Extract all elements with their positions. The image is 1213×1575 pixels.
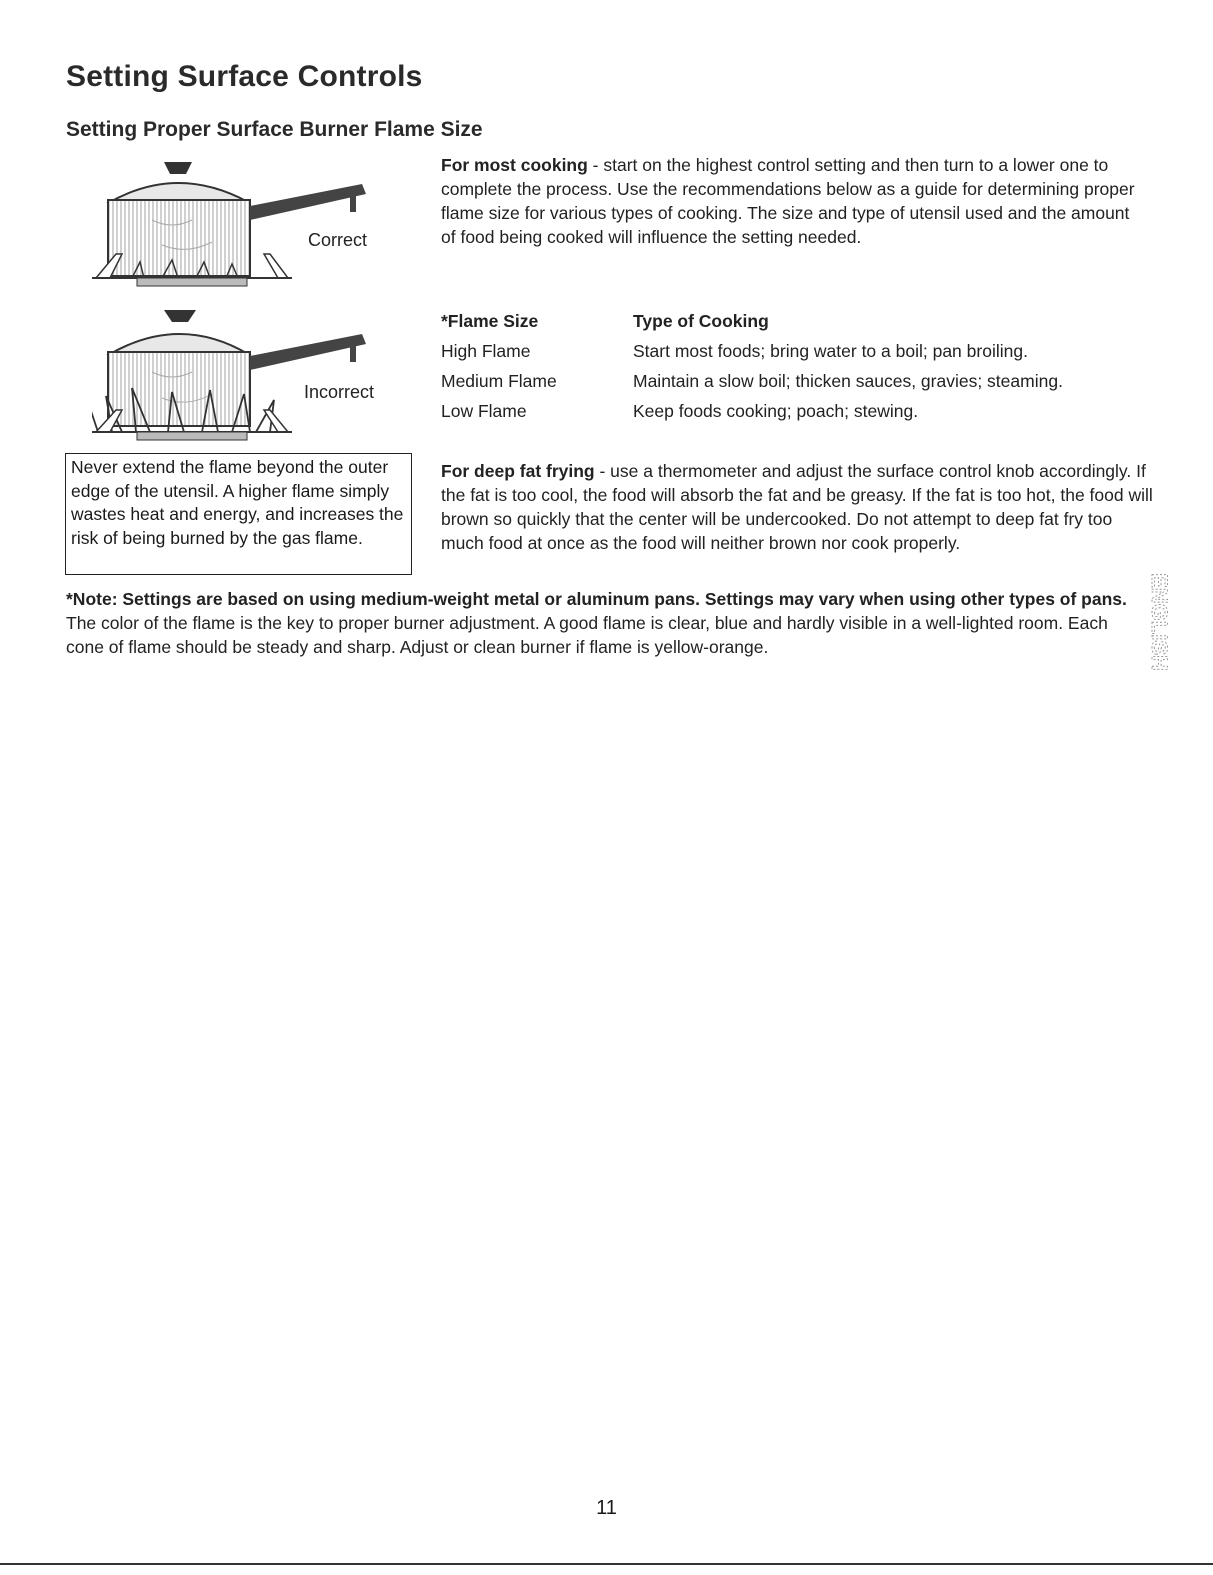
side-tab-text: ENGLISH <box>1147 573 1173 671</box>
table-header-type-of-cooking: Type of Cooking <box>633 311 769 331</box>
table-row <box>441 399 1161 429</box>
correct-flame-figure <box>92 150 392 290</box>
table-header-flame-size: *Flame Size <box>441 311 539 331</box>
flame-warning-box: Never extend the flame beyond the outer edge of the utensil. A higher flame simply wastes heat and energy, and increases the risk of being burned by the gas flame. <box>65 453 412 575</box>
pot-incorrect-flame-icon <box>92 306 392 446</box>
section-title: Setting Proper Surface Burner Flame Size <box>66 118 483 141</box>
bottom-rule <box>0 1563 1213 1565</box>
settings-note-paragraph <box>66 587 1146 659</box>
table-cell: Low Flame <box>441 401 527 421</box>
table-cell: Keep foods cooking; poach; stewing. <box>633 401 919 421</box>
table-cell: High Flame <box>441 341 531 361</box>
table-row <box>441 339 1161 369</box>
page-number: 11 <box>596 1497 617 1519</box>
incorrect-flame-figure <box>92 306 402 446</box>
table-row <box>441 369 1161 399</box>
note-lead: *Note: Settings are based on using medium-weight metal or aluminum pans. Settings may vary when using other types of pans. <box>66 589 1127 609</box>
deep-fat-frying-paragraph <box>441 459 1156 555</box>
most-cooking-text: - start on the highest control setting and then turn to a lower one to complete the process. Use the recommendations below as a guide for determining proper flame size for various types of cooking. The size and type of utensil used and the amount of food being cooked will influence the setting needed. <box>441 155 1135 247</box>
most-cooking-paragraph <box>441 153 1141 249</box>
table-cell: Start most foods; bring water to a boil; pan broiling. <box>633 341 1028 361</box>
pot-correct-flame-icon <box>92 150 392 290</box>
deep-fat-text: - use a thermometer and adjust the surface control knob accordingly. If the fat is too cool, the food will absorb the fat and be greasy. If the fat is too hot, the food will brown so quickly that the center will be undercooked. Do not attempt to deep fat fry too much food at once as the food will neither brown nor cook properly. <box>441 461 1153 553</box>
page-title: Setting Surface Controls <box>66 60 423 93</box>
flame-size-table <box>441 309 1161 429</box>
table-cell: Medium Flame <box>441 371 557 391</box>
deep-fat-lead: For deep fat frying <box>441 461 595 481</box>
language-side-tab <box>1140 560 1176 685</box>
incorrect-label: Incorrect <box>304 382 375 402</box>
most-cooking-lead: For most cooking <box>441 155 588 175</box>
correct-label: Correct <box>308 230 368 250</box>
table-cell: Maintain a slow boil; thicken sauces, gravies; steaming. <box>633 371 1063 391</box>
note-text: The color of the flame is the key to proper burner adjustment. A good flame is clear, blue and hardly visible in a well-lighted room. Each cone of flame should be steady and sharp. Adjust or clean burner if flame is yellow-orange. <box>66 613 1108 657</box>
